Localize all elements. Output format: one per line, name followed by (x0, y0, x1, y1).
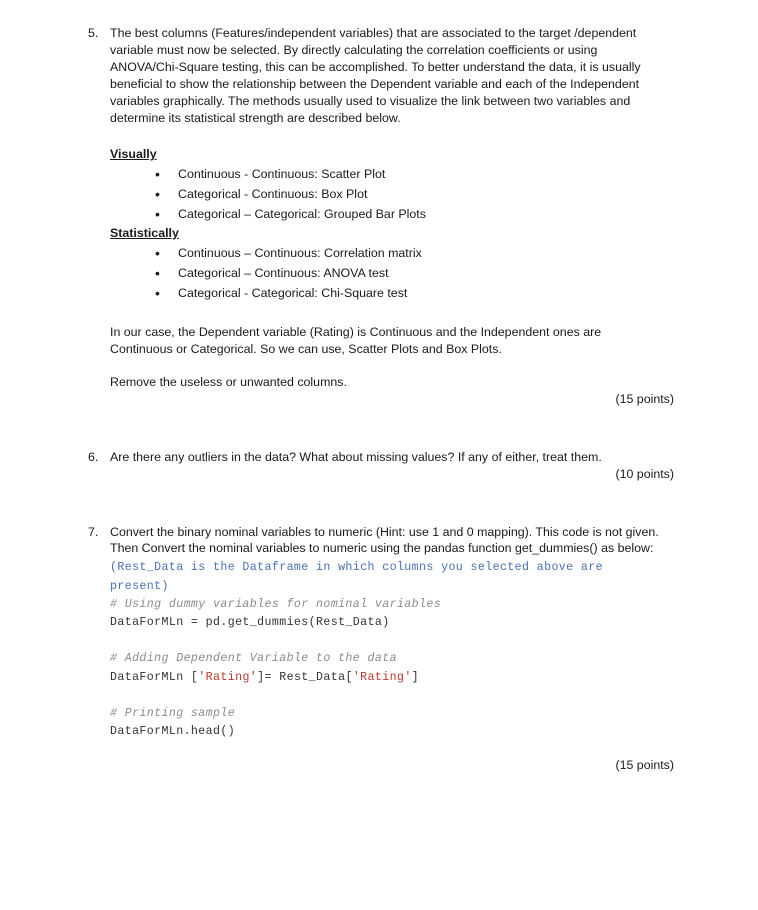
code-comment-1: # Using dummy variables for nominal variables (110, 598, 442, 611)
q5-number: 5. (88, 26, 99, 40)
visually-item-1: Continuous - Continuous: Scatter Plot (178, 167, 386, 181)
q5-remove-text: Remove the useless or unwanted columns. (110, 375, 347, 389)
q5-paragraph-line-1: The best columns (Features/independent variables) that are associated to the target /dependent (110, 26, 637, 40)
q6-number: 6. (88, 450, 99, 464)
code-line-2 (110, 669, 419, 686)
visually-item-3: Categorical – Categorical: Grouped Bar Plots (178, 207, 426, 221)
code-comment-2: # Adding Dependent Variable to the data (110, 652, 397, 665)
q7-points: (15 points) (615, 758, 674, 772)
q5-paragraph-line-2: variable must now be selected. By directly calculating the correlation coefficients or using (110, 43, 598, 57)
q5-paragraph-line-5: variables graphically. The methods usually used to visualize the link between two variables and (110, 94, 631, 108)
code-line-2-part-a: DataForMLn [ (110, 671, 199, 684)
q7-line-1: Convert the binary nominal variables to numeric (Hint: use 1 and 0 mapping). This code is not given. (110, 525, 659, 539)
q5-case-line-2: Continuous or Categorical. So we can use, Scatter Plots and Box Plots. (110, 342, 502, 356)
statistically-item-1: Continuous – Continuous: Correlation matrix (178, 246, 422, 260)
q5-points: (15 points) (615, 392, 674, 406)
bullet-icon: • (155, 186, 160, 202)
visually-heading: Visually (110, 147, 157, 161)
bullet-icon: • (155, 285, 160, 301)
statistically-heading: Statistically (110, 226, 179, 240)
code-line-2-string-a: 'Rating' (198, 671, 258, 684)
q5-paragraph-line-6: determine its statistical strength are described below. (110, 111, 401, 125)
q5-paragraph-line-3: ANOVA/Chi-Square testing, this can be accomplished. To better understand the data, it is usually (110, 60, 641, 74)
q7-line-2: Then Convert the nominal variables to numeric using the pandas function get_dummies() as below: (110, 541, 654, 555)
code-line-1: DataForMLn = pd.get_dummies(Rest_Data) (110, 616, 390, 629)
q7-number: 7. (88, 525, 99, 539)
code-line-2-part-b: ]= Rest_Data[ (257, 671, 353, 684)
statistically-item-2: Categorical – Continuous: ANOVA test (178, 266, 389, 280)
code-line-2-string-b: 'Rating' (352, 671, 412, 684)
visually-item-2: Categorical - Continuous: Box Plot (178, 187, 368, 201)
code-note-line-2: present) (110, 580, 169, 593)
bullet-icon: • (155, 166, 160, 182)
code-comment-3: # Printing sample (110, 707, 236, 720)
bullet-icon: • (155, 206, 160, 222)
q5-paragraph-line-4: beneficial to show the relationship between the Dependent variable and each of the Independent (110, 77, 640, 91)
bullet-icon: • (155, 265, 160, 281)
q5-case-line-1: In our case, the Dependent variable (Rating) is Continuous and the Independent ones are (110, 325, 602, 339)
q6-text: Are there any outliers in the data? What about missing values? If any of either, treat them. (110, 450, 602, 464)
code-line-2-part-c: ] (411, 671, 420, 684)
code-line-3: DataForMLn.head() (110, 725, 236, 738)
code-note-line-1: (Rest_Data is the Dataframe in which columns you selected above are (110, 561, 603, 574)
bullet-icon: • (155, 245, 160, 261)
q6-points: (10 points) (615, 467, 674, 481)
statistically-item-3: Categorical - Categorical: Chi-Square test (178, 286, 408, 300)
